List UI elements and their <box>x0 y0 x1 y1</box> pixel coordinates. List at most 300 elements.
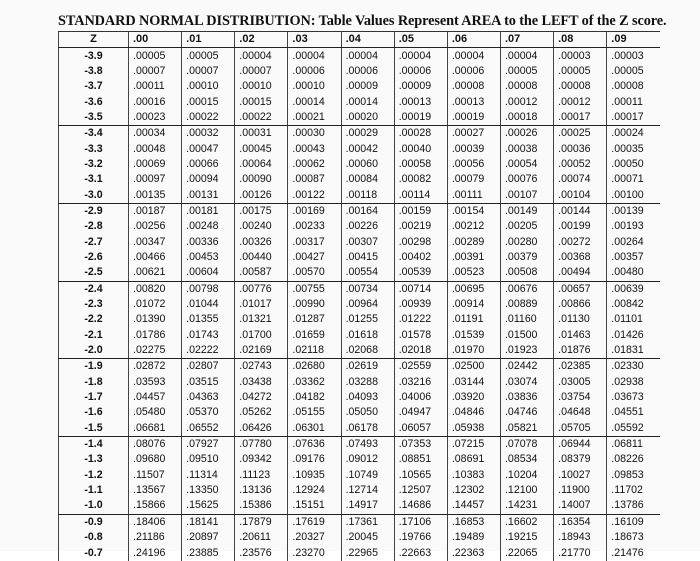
area-cell: .00523 <box>447 265 500 281</box>
area-cell: .20045 <box>341 530 394 545</box>
area-cell: .04551 <box>607 405 660 420</box>
area-cell: .02442 <box>500 359 553 375</box>
area-cell: .01255 <box>341 312 394 327</box>
area-cell: .00820 <box>129 281 182 297</box>
area-cell: .18943 <box>554 530 607 545</box>
area-cell: .00082 <box>394 172 447 187</box>
area-cell: .18141 <box>182 514 235 530</box>
area-cell: .00007 <box>129 64 182 79</box>
area-cell: .14457 <box>447 498 500 514</box>
area-cell: .00076 <box>500 172 553 187</box>
z-value-cell: -3.7 <box>59 79 129 94</box>
area-cell: .00014 <box>288 94 341 109</box>
area-cell: .12302 <box>447 483 500 498</box>
area-cell: .11314 <box>182 468 235 483</box>
area-cell: .10565 <box>394 468 447 483</box>
area-cell: .22965 <box>341 545 394 560</box>
table-row <box>59 390 661 405</box>
column-header: .08 <box>554 32 607 48</box>
area-cell: .06811 <box>607 436 660 452</box>
area-cell: .01287 <box>288 312 341 327</box>
area-cell: .00043 <box>288 141 341 156</box>
table-row <box>59 545 661 560</box>
area-cell: .09342 <box>235 452 288 467</box>
area-cell: .02222 <box>182 343 235 359</box>
area-cell: .08226 <box>607 452 660 467</box>
area-cell: .00020 <box>341 110 394 126</box>
area-cell: .07078 <box>500 436 553 452</box>
area-cell: .12924 <box>288 483 341 498</box>
table-row <box>59 110 661 126</box>
area-cell: .04182 <box>288 390 341 405</box>
area-cell: .00004 <box>500 48 553 64</box>
area-cell: .04457 <box>129 390 182 405</box>
area-cell: .09176 <box>288 452 341 467</box>
area-cell: .10749 <box>341 468 394 483</box>
area-cell: .00008 <box>554 79 607 94</box>
table-row <box>59 343 661 359</box>
area-cell: .13567 <box>129 483 182 498</box>
z-value-cell: -1.1 <box>59 483 129 498</box>
column-header: .02 <box>235 32 288 48</box>
table-row <box>59 172 661 187</box>
page-title: STANDARD NORMAL DISTRIBUTION: Table Values Represent AREA to the LEFT of the Z score. <box>58 13 667 29</box>
table-row <box>59 297 661 312</box>
area-cell: .00193 <box>607 219 660 234</box>
area-cell: .00169 <box>288 203 341 219</box>
column-header: .04 <box>341 32 394 48</box>
area-cell: .03515 <box>182 375 235 390</box>
area-cell: .00734 <box>341 281 394 297</box>
area-cell: .05050 <box>341 405 394 420</box>
area-cell: .00036 <box>554 141 607 156</box>
area-cell: .02018 <box>394 343 447 359</box>
area-cell: .00114 <box>394 187 447 203</box>
area-cell: .01222 <box>394 312 447 327</box>
area-cell: .15625 <box>182 498 235 514</box>
area-cell: .00714 <box>394 281 447 297</box>
area-cell: .00030 <box>288 126 341 142</box>
area-cell: .06552 <box>182 421 235 437</box>
z-value-cell: -2.3 <box>59 297 129 312</box>
area-cell: .00126 <box>235 187 288 203</box>
area-cell: .00006 <box>341 64 394 79</box>
area-cell: .04746 <box>500 405 553 420</box>
area-cell: .01876 <box>554 343 607 359</box>
area-cell: .00159 <box>394 203 447 219</box>
header-row <box>59 32 661 48</box>
area-cell: .00008 <box>500 79 553 94</box>
area-cell: .09853 <box>607 468 660 483</box>
area-cell: .03920 <box>447 390 500 405</box>
area-cell: .00240 <box>235 219 288 234</box>
area-cell: .00015 <box>235 94 288 109</box>
area-cell: .00010 <box>182 79 235 94</box>
area-cell: .01426 <box>607 328 660 343</box>
area-cell: .01659 <box>288 328 341 343</box>
area-cell: .20327 <box>288 530 341 545</box>
area-cell: .06178 <box>341 421 394 437</box>
area-cell: .00676 <box>500 281 553 297</box>
area-cell: .00047 <box>182 141 235 156</box>
column-header: .01 <box>182 32 235 48</box>
table-row <box>59 421 661 437</box>
area-cell: .00010 <box>235 79 288 94</box>
area-cell: .00090 <box>235 172 288 187</box>
area-cell: .03362 <box>288 375 341 390</box>
area-cell: .13350 <box>182 483 235 498</box>
area-cell: .00144 <box>554 203 607 219</box>
area-cell: .00094 <box>182 172 235 187</box>
area-cell: .00226 <box>341 219 394 234</box>
area-cell: .00019 <box>447 110 500 126</box>
area-cell: .16109 <box>607 514 660 530</box>
area-cell: .00798 <box>182 281 235 297</box>
area-cell: .00027 <box>447 126 500 142</box>
area-cell: .00256 <box>129 219 182 234</box>
area-cell: .09510 <box>182 452 235 467</box>
area-cell: .03754 <box>554 390 607 405</box>
area-cell: .00079 <box>447 172 500 187</box>
table-row <box>59 468 661 483</box>
area-cell: .02068 <box>341 343 394 359</box>
area-cell: .17619 <box>288 514 341 530</box>
area-cell: .01072 <box>129 297 182 312</box>
area-cell: .10204 <box>500 468 553 483</box>
z-value-cell: -2.1 <box>59 328 129 343</box>
area-cell: .05370 <box>182 405 235 420</box>
area-cell: .02385 <box>554 359 607 375</box>
z-value-cell: -3.4 <box>59 126 129 142</box>
area-cell: .00539 <box>394 265 447 281</box>
table-row <box>59 483 661 498</box>
area-cell: .15866 <box>129 498 182 514</box>
area-cell: .08379 <box>554 452 607 467</box>
z-value-cell: -2.2 <box>59 312 129 327</box>
area-cell: .18673 <box>607 530 660 545</box>
area-cell: .00004 <box>447 48 500 64</box>
area-cell: .11900 <box>554 483 607 498</box>
area-cell: .01539 <box>447 328 500 343</box>
area-cell: .03144 <box>447 375 500 390</box>
area-cell: .01191 <box>447 312 500 327</box>
area-cell: .00010 <box>288 79 341 94</box>
area-cell: .00035 <box>607 141 660 156</box>
area-cell: .00866 <box>554 297 607 312</box>
area-cell: .00368 <box>554 250 607 265</box>
area-cell: .22663 <box>394 545 447 560</box>
area-cell: .00587 <box>235 265 288 281</box>
z-table <box>58 31 660 561</box>
area-cell: .00494 <box>554 265 607 281</box>
z-value-cell: -1.7 <box>59 390 129 405</box>
area-cell: .00326 <box>235 234 288 249</box>
area-cell: .00118 <box>341 187 394 203</box>
area-cell: .18406 <box>129 514 182 530</box>
z-value-cell: -2.0 <box>59 343 129 359</box>
area-cell: .00131 <box>182 187 235 203</box>
area-cell: .00639 <box>607 281 660 297</box>
table-row <box>59 312 661 327</box>
area-cell: .00009 <box>341 79 394 94</box>
area-cell: .21770 <box>554 545 607 560</box>
area-cell: .00052 <box>554 157 607 172</box>
z-value-cell: -3.5 <box>59 110 129 126</box>
area-cell: .07780 <box>235 436 288 452</box>
area-cell: .00175 <box>235 203 288 219</box>
area-cell: .16354 <box>554 514 607 530</box>
area-cell: .00317 <box>288 234 341 249</box>
area-cell: .00005 <box>554 64 607 79</box>
area-cell: .00012 <box>554 94 607 109</box>
area-cell: .00074 <box>554 172 607 187</box>
table-row <box>59 328 661 343</box>
table-row <box>59 405 661 420</box>
area-cell: .08076 <box>129 436 182 452</box>
area-cell: .00003 <box>554 48 607 64</box>
area-cell: .00964 <box>341 297 394 312</box>
table-row <box>59 281 661 297</box>
area-cell: .00122 <box>288 187 341 203</box>
table-row <box>59 64 661 79</box>
area-cell: .00024 <box>607 126 660 142</box>
area-cell: .02559 <box>394 359 447 375</box>
area-cell: .00071 <box>607 172 660 187</box>
z-value-cell: -0.7 <box>59 545 129 560</box>
area-cell: .00264 <box>607 234 660 249</box>
area-cell: .19766 <box>394 530 447 545</box>
area-cell: .03836 <box>500 390 553 405</box>
table-row <box>59 359 661 375</box>
z-value-cell: -2.9 <box>59 203 129 219</box>
table-row <box>59 265 661 281</box>
area-cell: .00104 <box>554 187 607 203</box>
area-cell: .02169 <box>235 343 288 359</box>
area-cell: .14917 <box>341 498 394 514</box>
area-cell: .23885 <box>182 545 235 560</box>
area-cell: .00570 <box>288 265 341 281</box>
area-cell: .22363 <box>447 545 500 560</box>
area-cell: .14231 <box>500 498 553 514</box>
area-cell: .00755 <box>288 281 341 297</box>
area-cell: .00480 <box>607 265 660 281</box>
area-cell: .12507 <box>394 483 447 498</box>
z-value-cell: -1.9 <box>59 359 129 375</box>
area-cell: .00028 <box>394 126 447 142</box>
area-cell: .00842 <box>607 297 660 312</box>
area-cell: .00006 <box>288 64 341 79</box>
area-cell: .00154 <box>447 203 500 219</box>
area-cell: .00990 <box>288 297 341 312</box>
area-cell: .00004 <box>235 48 288 64</box>
area-cell: .10027 <box>554 468 607 483</box>
area-cell: .00017 <box>554 110 607 126</box>
area-cell: .00021 <box>288 110 341 126</box>
area-cell: .00005 <box>182 48 235 64</box>
table-body <box>59 48 661 561</box>
area-cell: .11123 <box>235 468 288 483</box>
area-cell: .00031 <box>235 126 288 142</box>
area-cell: .00554 <box>341 265 394 281</box>
area-cell: .00008 <box>447 79 500 94</box>
area-cell: .06057 <box>394 421 447 437</box>
area-cell: .00004 <box>394 48 447 64</box>
z-value-cell: -3.0 <box>59 187 129 203</box>
area-cell: .08691 <box>447 452 500 467</box>
area-cell: .01101 <box>607 312 660 327</box>
table-row <box>59 234 661 249</box>
area-cell: .00336 <box>182 234 235 249</box>
area-cell: .09012 <box>341 452 394 467</box>
area-cell: .00357 <box>607 250 660 265</box>
table-row <box>59 452 661 467</box>
z-value-cell: -2.4 <box>59 281 129 297</box>
area-cell: .03216 <box>394 375 447 390</box>
area-cell: .00008 <box>607 79 660 94</box>
area-cell: .17879 <box>235 514 288 530</box>
area-cell: .09680 <box>129 452 182 467</box>
z-value-cell: -0.8 <box>59 530 129 545</box>
area-cell: .15151 <box>288 498 341 514</box>
area-cell: .20611 <box>235 530 288 545</box>
area-cell: .00015 <box>182 94 235 109</box>
area-cell: .00272 <box>554 234 607 249</box>
area-cell: .02872 <box>129 359 182 375</box>
area-cell: .00280 <box>500 234 553 249</box>
z-value-cell: -1.0 <box>59 498 129 514</box>
table-row <box>59 126 661 142</box>
area-cell: .10935 <box>288 468 341 483</box>
area-cell: .00307 <box>341 234 394 249</box>
area-cell: .24196 <box>129 545 182 560</box>
area-cell: .00005 <box>500 64 553 79</box>
area-cell: .00219 <box>394 219 447 234</box>
area-cell: .00776 <box>235 281 288 297</box>
area-cell: .00084 <box>341 172 394 187</box>
table-row <box>59 250 661 265</box>
table-row <box>59 187 661 203</box>
area-cell: .00022 <box>182 110 235 126</box>
area-cell: .15386 <box>235 498 288 514</box>
area-cell: .00347 <box>129 234 182 249</box>
area-cell: .01160 <box>500 312 553 327</box>
area-cell: .00199 <box>554 219 607 234</box>
area-cell: .00097 <box>129 172 182 187</box>
area-cell: .10383 <box>447 468 500 483</box>
area-cell: .02619 <box>341 359 394 375</box>
area-cell: .00026 <box>500 126 553 142</box>
area-cell: .00039 <box>447 141 500 156</box>
area-cell: .04093 <box>341 390 394 405</box>
area-cell: .01578 <box>394 328 447 343</box>
area-cell: .00022 <box>235 110 288 126</box>
area-cell: .00066 <box>182 157 235 172</box>
area-cell: .05155 <box>288 405 341 420</box>
area-cell: .00032 <box>182 126 235 142</box>
area-cell: .02118 <box>288 343 341 359</box>
z-value-cell: -3.9 <box>59 48 129 64</box>
area-cell: .00111 <box>447 187 500 203</box>
area-cell: .01743 <box>182 328 235 343</box>
area-cell: .00914 <box>447 297 500 312</box>
area-cell: .02680 <box>288 359 341 375</box>
area-cell: .00023 <box>129 110 182 126</box>
column-header: .05 <box>394 32 447 48</box>
area-cell: .00003 <box>607 48 660 64</box>
area-cell: .05938 <box>447 421 500 437</box>
area-cell: .00017 <box>607 110 660 126</box>
area-cell: .00064 <box>235 157 288 172</box>
area-cell: .00062 <box>288 157 341 172</box>
area-cell: .00018 <box>500 110 553 126</box>
z-value-cell: -1.2 <box>59 468 129 483</box>
area-cell: .04648 <box>554 405 607 420</box>
z-value-cell: -2.6 <box>59 250 129 265</box>
area-cell: .00045 <box>235 141 288 156</box>
table-row <box>59 141 661 156</box>
area-cell: .01700 <box>235 328 288 343</box>
area-cell: .00415 <box>341 250 394 265</box>
area-cell: .02330 <box>607 359 660 375</box>
table-row <box>59 48 661 64</box>
area-cell: .01321 <box>235 312 288 327</box>
area-cell: .02275 <box>129 343 182 359</box>
area-cell: .04363 <box>182 390 235 405</box>
area-cell: .00011 <box>607 94 660 109</box>
area-cell: .07493 <box>341 436 394 452</box>
area-cell: .17361 <box>341 514 394 530</box>
area-cell: .00248 <box>182 219 235 234</box>
area-cell: .02500 <box>447 359 500 375</box>
table-row <box>59 530 661 545</box>
area-cell: .06681 <box>129 421 182 437</box>
area-cell: .00012 <box>500 94 553 109</box>
z-value-cell: -1.6 <box>59 405 129 420</box>
area-cell: .05821 <box>500 421 553 437</box>
area-cell: .01130 <box>554 312 607 327</box>
area-cell: .00212 <box>447 219 500 234</box>
area-cell: .00004 <box>341 48 394 64</box>
area-cell: .00289 <box>447 234 500 249</box>
area-cell: .00402 <box>394 250 447 265</box>
area-cell: .00139 <box>607 203 660 219</box>
column-header: .00 <box>129 32 182 48</box>
area-cell: .00013 <box>447 94 500 109</box>
table-row <box>59 157 661 172</box>
area-cell: .00466 <box>129 250 182 265</box>
area-cell: .01618 <box>341 328 394 343</box>
area-cell: .01355 <box>182 312 235 327</box>
area-cell: .21186 <box>129 530 182 545</box>
area-cell: .06426 <box>235 421 288 437</box>
area-cell: .14007 <box>554 498 607 514</box>
area-cell: .11702 <box>607 483 660 498</box>
z-value-cell: -2.5 <box>59 265 129 281</box>
area-cell: .13786 <box>607 498 660 514</box>
area-cell: .00205 <box>500 219 553 234</box>
area-cell: .01923 <box>500 343 553 359</box>
area-cell: .03288 <box>341 375 394 390</box>
area-cell: .00007 <box>182 64 235 79</box>
area-cell: .00011 <box>129 79 182 94</box>
z-value-cell: -3.8 <box>59 64 129 79</box>
area-cell: .00056 <box>447 157 500 172</box>
area-cell: .00149 <box>500 203 553 219</box>
area-cell: .07927 <box>182 436 235 452</box>
area-cell: .00005 <box>607 64 660 79</box>
area-cell: .00038 <box>500 141 553 156</box>
area-cell: .00009 <box>394 79 447 94</box>
